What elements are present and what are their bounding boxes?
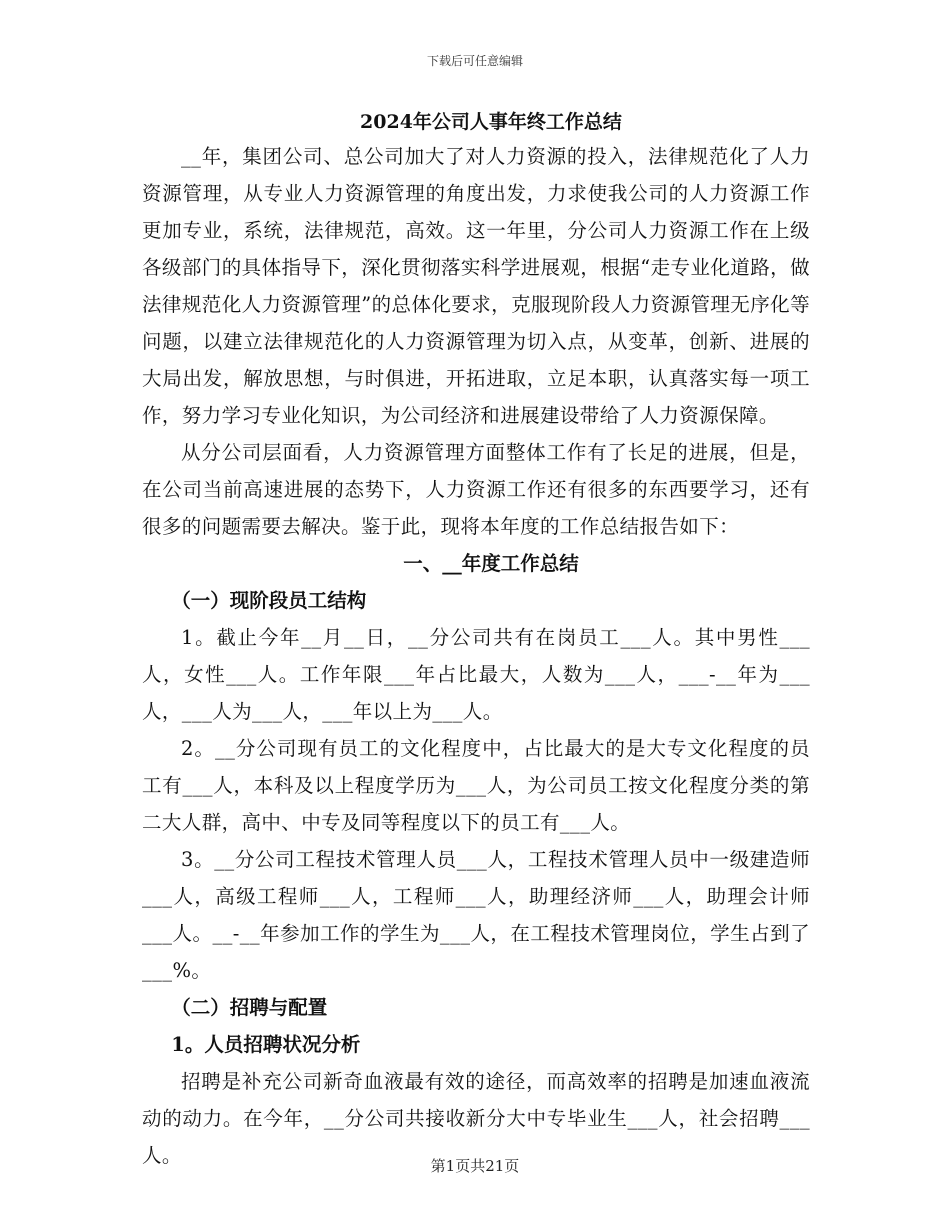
section-heading-annual-summary: 一、__年度工作总结: [403, 552, 579, 575]
document-title: 2024年公司人事年终工作总结: [360, 111, 622, 133]
document-body: [142, 106, 810, 1174]
page-footer: 第1页共21页: [430, 1157, 520, 1175]
intro-paragraph: __年，集团公司、总公司加大了对人力资源的投入，法律规范化了人力资源管理，从专业人力资源管理的角度出发，力求使我公司的人力资源工作更加专业，系统，法律规范，高效。这一年里，分公司人力资源工作在上级各级部门的具体指导下，深化贯彻落实科学进展观，根据“走专业化道路，做法律规范化人力资源管理”的总体化要求，克服现阶段人力资源管理无序化等问题，以建立法律规范化的人力资源管理为切入点，从变革，创新、进展的大局出发，解放思想，与时俱进，开拓进取，立足本职，认真落实每一项工作，努力学习专业化知识，为公司经济和进展建设带给了人力资源保障。: [142, 145, 810, 427]
subsection-heading-staff-structure: （一）现阶段员工结构: [171, 589, 367, 612]
staff-structure-item-3: 3。__分公司工程技术管理人员___人，工程技术管理人员中一级建造师___人，高级工程师___人，工程师___人，助理经济师___人，助理会计师___人。__-__年参加工作的学生为___人，在工程技术管理岗位，学生占到了___%。: [142, 848, 810, 982]
staff-structure-item-2: 2。__分公司现有员工的文化程度中，占比最大的是大专文化程度的员工有___人，本科及以上程度学历为___人，为公司员工按文化程度分类的第二大人群，高中、中专及同等程度以下的员工有___人。: [142, 737, 810, 834]
header-note: 下载后可任意编辑: [426, 54, 523, 68]
subsection-heading-recruitment: （二）招聘与配置: [171, 996, 328, 1019]
recruitment-analysis-heading: 1。人员招聘状况分析: [171, 1033, 361, 1056]
overview-paragraph: 从分公司层面看，人力资源管理方面整体工作有了长足的进展，但是，在公司当前高速进展的态势下，人力资源工作还有很多的东西要学习，还有很多的问题需要去解决。鉴于此，现将本年度的工作总结报告如下：: [142, 441, 810, 538]
recruitment-paragraph: 招聘是补充公司新奇血液最有效的途径，而高效率的招聘是加速血液流动的动力。在今年，__分公司共接收新分大中专毕业生___人，社会招聘___人。: [142, 1070, 810, 1167]
staff-structure-item-1: 1。截止今年__月__日，__分公司共有在岗员工___人。其中男性___人，女性___人。工作年限___年占比最大，人数为___人，___-__年为___人，___人为___人，___年以上为___人。: [142, 626, 810, 723]
